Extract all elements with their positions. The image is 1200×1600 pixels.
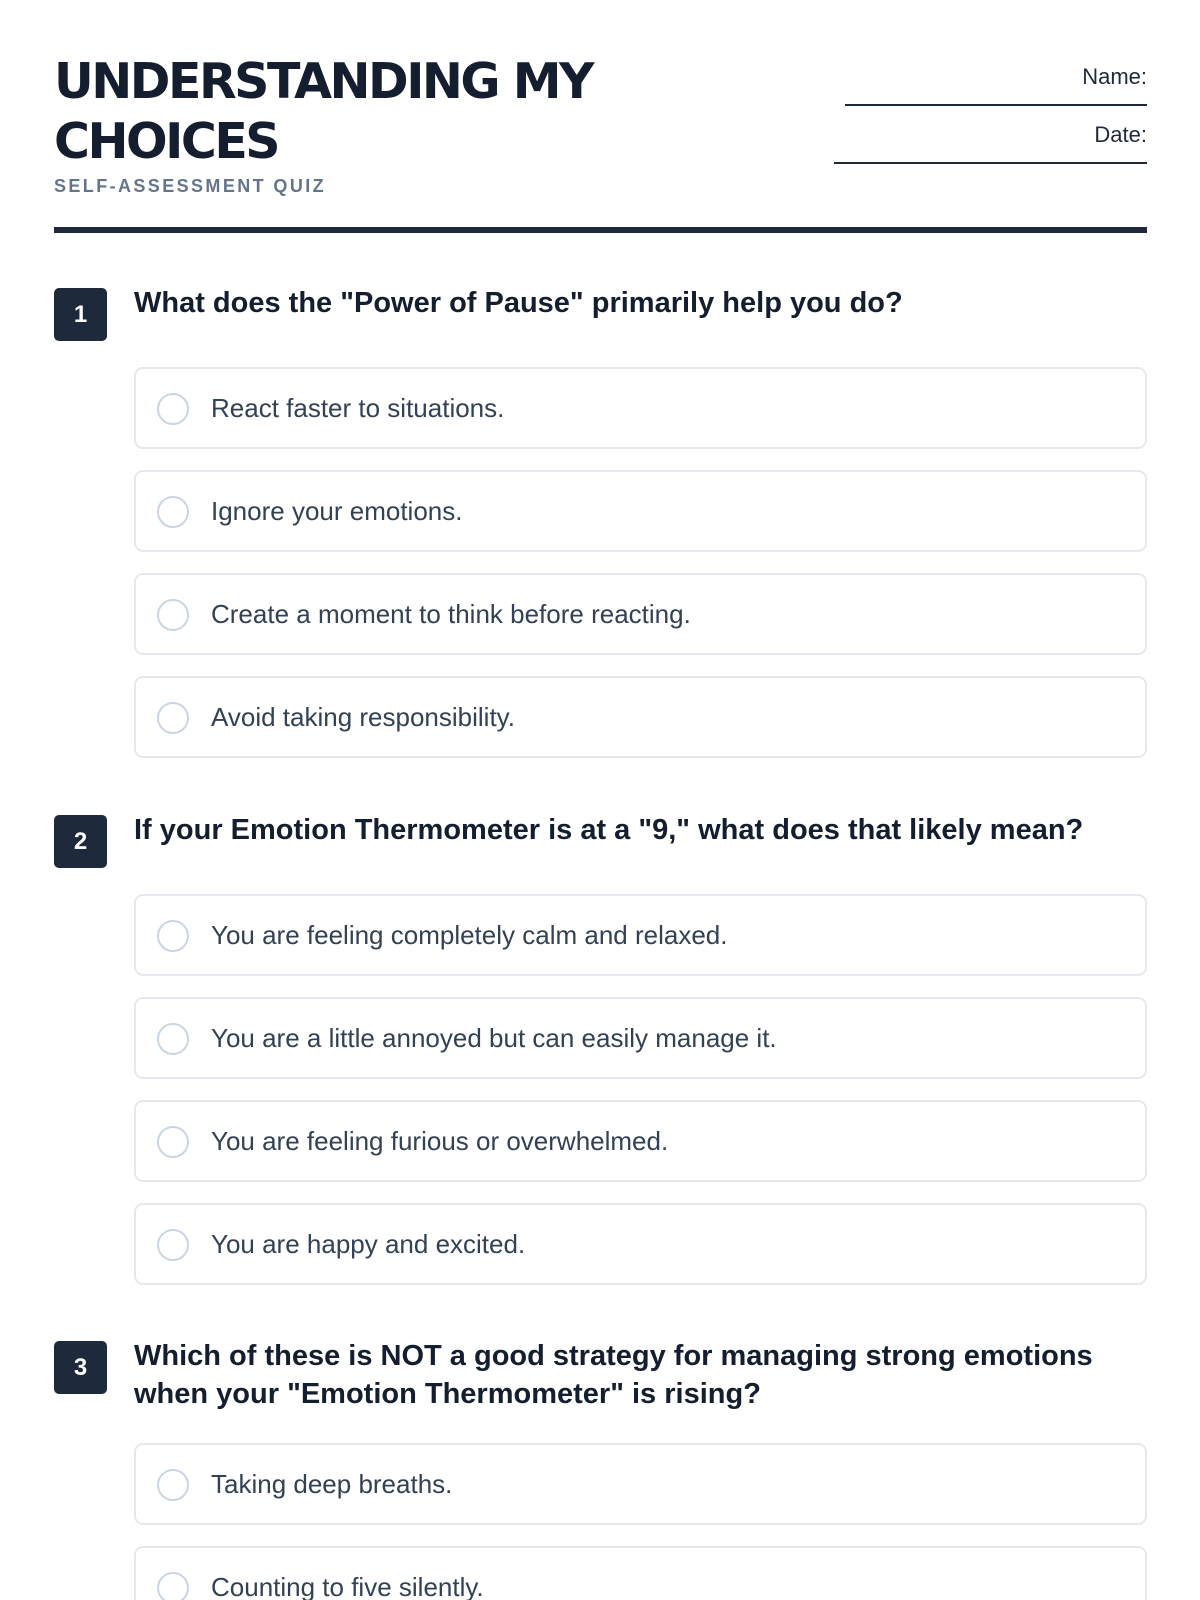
radio-button[interactable]: [157, 393, 189, 425]
answer-option-label: Avoid taking responsibility.: [211, 702, 515, 732]
answer-option[interactable]: [134, 1443, 1147, 1525]
date-field-line[interactable]: [834, 150, 1147, 164]
answer-option-label: You are a little annoyed but can easily manage it.: [211, 1023, 777, 1053]
date-label: Date:: [1094, 122, 1147, 147]
question-text: What does the "Power of Pause" primarily help you do?: [134, 287, 903, 319]
answer-option-label: Counting to five silently.: [211, 1572, 484, 1600]
radio-button[interactable]: [157, 1572, 189, 1600]
answer-option[interactable]: [134, 1546, 1147, 1600]
radio-button[interactable]: [157, 1023, 189, 1055]
radio-button[interactable]: [157, 1229, 189, 1261]
question-number-badge: 2: [54, 815, 107, 868]
answer-option[interactable]: [134, 573, 1147, 655]
answer-option-label: Taking deep breaths.: [211, 1469, 453, 1499]
header-divider: [54, 227, 1147, 233]
radio-button[interactable]: [157, 599, 189, 631]
radio-button[interactable]: [157, 496, 189, 528]
answer-option[interactable]: [134, 470, 1147, 552]
page-title: UNDERSTANDING MY CHOICES: [54, 53, 592, 170]
quiz-header: [54, 0, 1147, 236]
student-info: [817, 62, 1147, 178]
question-text: Which of these is NOT a good strategy for managing strong emotions when your "Emotion Thermometer" is rising?: [134, 1340, 1093, 1410]
answer-option-label: React faster to situations.: [211, 393, 505, 423]
answer-option-label: Create a moment to think before reacting.: [211, 599, 691, 629]
radio-button[interactable]: [157, 1126, 189, 1158]
answer-option[interactable]: [134, 894, 1147, 976]
question-number-badge: 1: [54, 288, 107, 341]
name-field-line[interactable]: [845, 92, 1147, 106]
answer-option-label: You are feeling furious or overwhelmed.: [211, 1126, 669, 1156]
answer-option[interactable]: [134, 1203, 1147, 1285]
answer-option-label: You are feeling completely calm and relaxed.: [211, 920, 728, 950]
answer-option[interactable]: [134, 367, 1147, 449]
radio-button[interactable]: [157, 702, 189, 734]
answer-option[interactable]: [134, 1100, 1147, 1182]
answer-option-label: Ignore your emotions.: [211, 496, 463, 526]
question-text: If your Emotion Thermometer is at a "9," what does that likely mean?: [134, 814, 1084, 846]
page-subtitle: SELF-ASSESSMENT QUIZ: [54, 176, 327, 196]
answer-option-label: You are happy and excited.: [211, 1229, 526, 1259]
answer-option[interactable]: [134, 676, 1147, 758]
question-number-badge: 3: [54, 1341, 107, 1394]
name-label: Name:: [1082, 64, 1147, 89]
answer-option[interactable]: [134, 997, 1147, 1079]
quiz-page: [54, 0, 1147, 1600]
radio-button[interactable]: [157, 920, 189, 952]
radio-button[interactable]: [157, 1469, 189, 1501]
